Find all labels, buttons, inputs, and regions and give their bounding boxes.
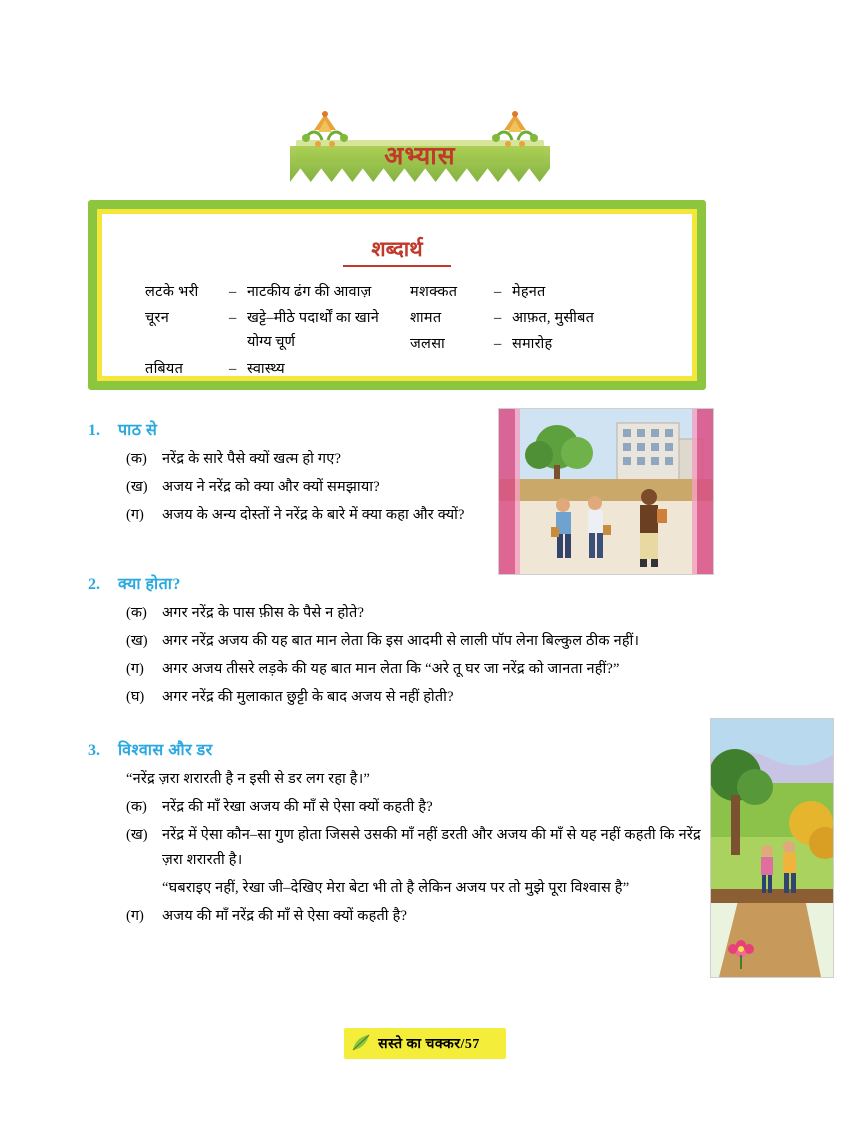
question-item bbox=[88, 904, 708, 929]
question-item bbox=[88, 601, 728, 626]
question-label: (ख) bbox=[126, 826, 148, 843]
question-text: नरेंद्र के सारे पैसे क्यों खत्म हो गए? bbox=[162, 451, 342, 467]
glossary-meaning: स्वास्थ्य bbox=[247, 360, 285, 377]
section-paath-se bbox=[88, 418, 508, 531]
section-number: 2. bbox=[88, 576, 100, 593]
question-item bbox=[88, 503, 508, 528]
question-label: (ख) bbox=[126, 632, 148, 649]
question-label: (ग) bbox=[126, 506, 144, 523]
section-kya-hota bbox=[88, 572, 728, 713]
glossary-meaning: समारोह bbox=[512, 336, 553, 353]
glossary-dash: – bbox=[229, 360, 237, 377]
glossary-meaning-continued: योग्य चूर्ण bbox=[247, 334, 295, 351]
glossary-dash: – bbox=[229, 310, 237, 327]
section-heading bbox=[88, 738, 708, 760]
glossary-row bbox=[145, 358, 388, 381]
question-item bbox=[88, 685, 728, 710]
question-label: (ग) bbox=[126, 660, 144, 677]
leaf-ornament-icon bbox=[350, 1032, 372, 1054]
glossary-term: चूरन bbox=[145, 310, 170, 327]
forest-walk-svg bbox=[711, 719, 833, 977]
glossary-row bbox=[410, 307, 653, 330]
glossary-row bbox=[410, 333, 653, 356]
question-text: अगर अजय तीसरे लड़के की यह बात मान लेता कि “अरे तू घर जा नरेंद्र को जानता नहीं?” bbox=[162, 660, 620, 677]
street-scene-illustration bbox=[498, 408, 714, 575]
forest-walk-illustration bbox=[710, 718, 834, 978]
glossary-title-underline bbox=[343, 265, 451, 267]
glossary-row bbox=[410, 281, 653, 304]
glossary-meaning: मेहनत bbox=[512, 284, 546, 300]
section-heading bbox=[88, 572, 728, 594]
glossary-columns bbox=[97, 281, 697, 384]
glossary-meaning: खट्टे–मीठे पदार्थों का खाने bbox=[247, 310, 379, 327]
question-text: अजय के अन्य दोस्तों ने नरेंद्र के बारे में क्या कहा और क्यों? bbox=[162, 506, 465, 523]
abhyas-banner bbox=[290, 110, 550, 188]
glossary-term: शामत bbox=[410, 310, 442, 327]
section-number: 1. bbox=[88, 422, 100, 439]
question-text: नरेंद्र में ऐसा कौन–सा गुण होता जिससे उसकी माँ नहीं डरती और अजय की माँ से यह नहीं कहती कि नरेंद्र ज़रा शरारती है। bbox=[162, 826, 701, 868]
question-text: अजय ने नरेंद्र को क्या और क्यों समझाया? bbox=[162, 478, 380, 495]
question-item bbox=[88, 475, 508, 500]
question-item bbox=[88, 823, 708, 873]
question-text: नरेंद्र की माँ रेखा अजय की माँ से ऐसा क्यों कहती है? bbox=[162, 798, 433, 815]
question-text: अगर नरेंद्र की मुलाकात छुट्टी के बाद अजय से नहीं होती? bbox=[162, 688, 454, 705]
glossary-term: जलसा bbox=[410, 336, 446, 353]
glossary-left-column bbox=[145, 281, 388, 384]
glossary-title: शब्दार्थ bbox=[371, 237, 423, 261]
section-vishwas-aur-dar bbox=[88, 738, 708, 932]
question-label: (ग) bbox=[126, 907, 144, 924]
glossary-term: तबियत bbox=[145, 360, 184, 377]
question-label: (क) bbox=[126, 451, 147, 467]
section-number: 3. bbox=[88, 742, 100, 759]
footer-text: सस्ते का चक्कर/57 bbox=[378, 1037, 480, 1052]
question-label: (क) bbox=[126, 605, 147, 621]
glossary-dash: – bbox=[229, 284, 237, 300]
section-title: क्या होता? bbox=[118, 576, 181, 593]
question-text: अगर नरेंद्र के पास फ़ीस के पैसे न होते? bbox=[162, 605, 365, 621]
question-item bbox=[88, 795, 708, 820]
question-label: (ख) bbox=[126, 478, 148, 495]
glossary-meaning: आफ़त, मुसीबत bbox=[512, 310, 595, 327]
question-item bbox=[88, 447, 508, 472]
glossary-term: लटके भरी bbox=[145, 284, 199, 300]
question-item bbox=[88, 657, 728, 682]
section-quote-first: “नरेंद्र ज़रा शरारती है न इसी से डर लग रहा है।” bbox=[126, 771, 371, 787]
abhyas-title: अभ्यास bbox=[384, 143, 456, 170]
section-heading bbox=[88, 418, 508, 440]
glossary-box bbox=[88, 200, 706, 390]
question-item bbox=[88, 629, 728, 654]
question-label: (घ) bbox=[126, 688, 145, 705]
glossary-right-column bbox=[388, 281, 653, 384]
street-scene-svg bbox=[499, 409, 713, 574]
question-label: (क) bbox=[126, 798, 147, 815]
glossary-term: मशक्कत bbox=[410, 284, 458, 300]
glossary-dash: – bbox=[494, 336, 502, 353]
glossary-row bbox=[145, 307, 388, 330]
question-text: अजय की माँ नरेंद्र की माँ से ऐसा क्यों कहती है? bbox=[162, 907, 408, 924]
section-quote-second: “घबराइए नहीं, रेखा जी–देखिए मेरा बेटा भी तो है लेकिन अजय पर तो मुझे पूरा विश्वास है” bbox=[162, 879, 630, 896]
section-title: विश्वास और डर bbox=[118, 742, 213, 759]
section-title: पाठ से bbox=[118, 422, 158, 439]
page-footer bbox=[0, 1028, 850, 1059]
glossary-dash: – bbox=[494, 310, 502, 327]
glossary-meaning: नाटकीय ढंग की आवाज़ bbox=[247, 284, 372, 300]
question-text: अगर नरेंद्र अजय की यह बात मान लेता कि इस आदमी से लाली पॉप लेना बिल्कुल ठीक नहीं। bbox=[162, 632, 640, 649]
glossary-dash: – bbox=[494, 284, 502, 300]
footer-badge bbox=[344, 1028, 506, 1059]
glossary-row bbox=[145, 281, 388, 304]
